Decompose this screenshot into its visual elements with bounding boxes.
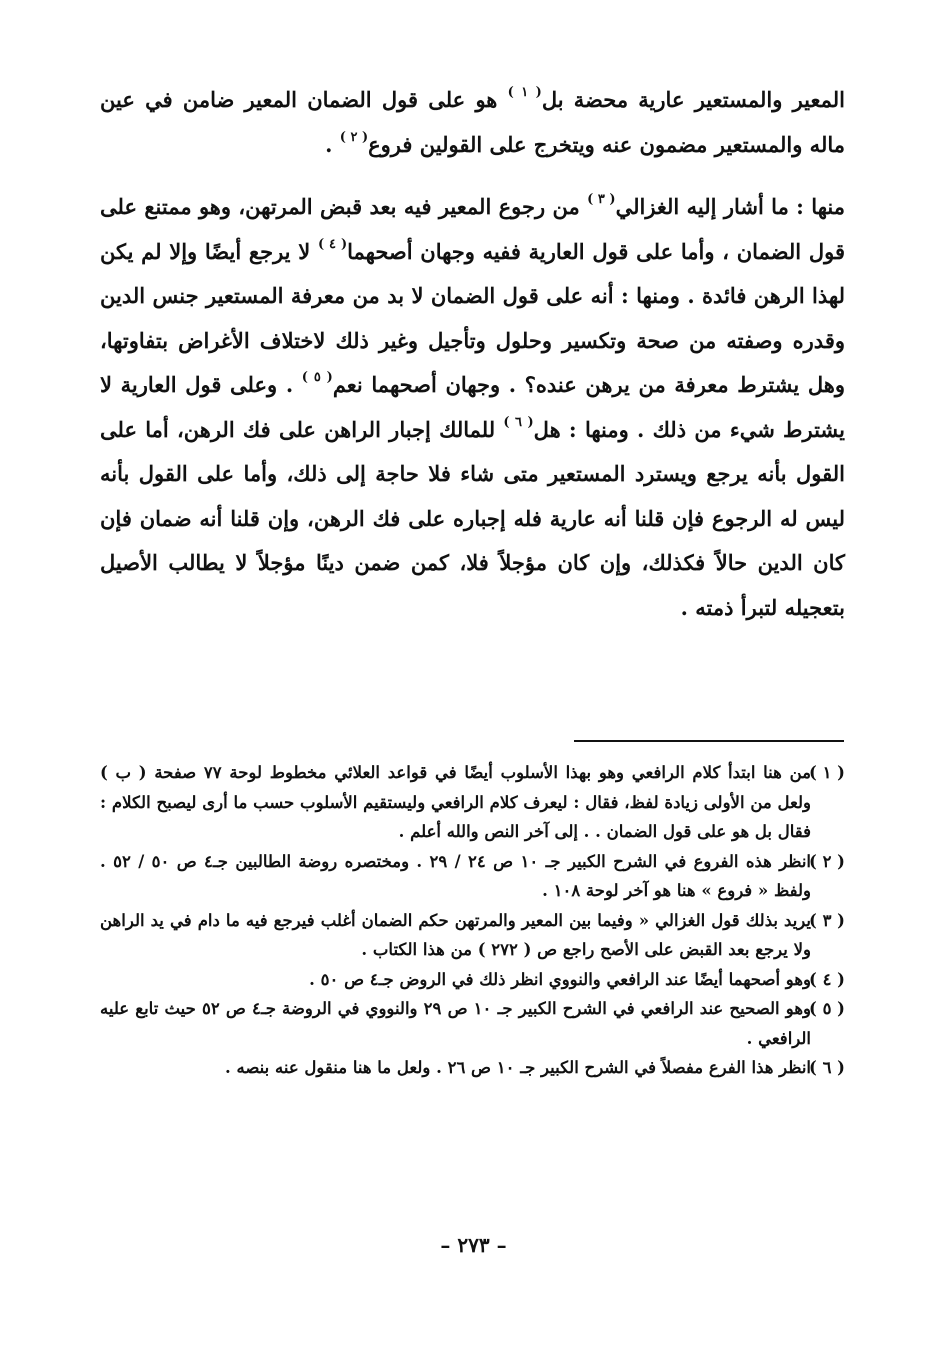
text-run: لا يرجع أيضًا وإلا لم يكن لهذا الرهن فائدة . ومنها : أنه على قول الضمان لا بد من معرفة المستعير جنس الدين وقدره وصفته من صحة وتكسير وحلول وتأجيل وغير ذلك لاختلاف الأغراض بتفاوتها، وهل يشترط معرفة من يرهن عنده؟ . وجهان أصحهما نعم [100, 238, 845, 397]
paragraph-1 [100, 78, 845, 167]
paragraph-2 [100, 185, 845, 630]
text-run: . [325, 131, 340, 157]
footnote-2 [100, 847, 845, 906]
footnote-text: انظر هذه الفروع في الشرح الكبير جـ ١٠ ص ٢٤ / ٢٩ . ومختصره روضة الطالبين جـ٤ ص ٥٠ / ٥٢ . ولفظ « فروع » هنا هو آخر لوحة ١٠٨ . [100, 851, 812, 900]
footnote-number: ( ٤ ) [809, 969, 845, 989]
footnote-number: ( ١ ) [809, 763, 845, 782]
footnote-number: ( ٥ ) [809, 999, 845, 1018]
footnote-text: يريد بذلك قول الغزالي « وفيما بين المعير والمرتهن حكم الضمان أغلب فيرجع فيه ما دام في يد الراهن ولا يرجع بعد القبض على الأصح راجع ص ( ٢٧٢ ) من هذا الكتاب . [100, 910, 811, 959]
text-run: من رجوع المعير فيه بعد قبض المرتهن، وهو ممتنع على قول الضمان ، وأما على قول العارية ففيه وجهان أصحهما [100, 194, 845, 264]
footnote-ref-3[interactable]: ( ٣ ) [587, 192, 616, 207]
footnote-4 [100, 965, 845, 995]
footnote-text: انظر هذا الفرع مفصلاً في الشرح الكبير جـ ١٠ ص ٢٦ . ولعل ما هنا منقول عنه بنصه . [225, 1058, 811, 1077]
text-run: . وعلى قول العارية لا يشترط شيء من ذلك . ومنها : هل [100, 372, 845, 442]
footnote-text: وهو أصحهما أيضًا عند الرافعي والنووي انظر ذلك في الروض جـ٤ ص ٥٠ . [309, 969, 811, 989]
footnote-number: ( ٢ ) [809, 851, 845, 871]
footnote-text: من هنا ابتدأ كلام الرافعي وهو بهذا الأسلوب أيضًا في قواعد العلائي مخطوط لوحة ٧٧ صفحة ( ب ) ولعل من الأولى زيادة لفظ، فقال : ليعرف كلام الرافعي وليستقيم الأسلوب حسب ما أرى ليصبح الكلام : فقال بل هو على قول الضمان . . إلى آخر النص والله أعلم . [100, 763, 811, 841]
footnote-ref-5[interactable]: ( ٥ ) [301, 370, 333, 385]
footnote-number: ( ٣ ) [809, 910, 845, 930]
footnote-ref-6[interactable]: ( ٦ ) [503, 414, 534, 430]
footnote-divider [574, 740, 844, 742]
footnote-6 [100, 1053, 845, 1083]
footnote-text: وهو الصحيح عند الرافعي في الشرح الكبير جـ ١٠ ص ٢٩ والنووي في الروضة جـ٤ ص ٥٢ حيث تابع عليه الرافعي . [100, 999, 811, 1048]
text-run: للمالك إجبار الراهن على فك الرهن، أما على القول بأنه يرجع ويسترد المستعير متى شاء فلا حاجة إلى ذلك، وأما على القول بأنه ليس له الرجوع فإن قلنا أنه عارية فله إجباره على فك الرهن، وإن قلنا أنه ضمان فإن كان الدين حالاً فكذلك، وإن كان مؤجلاً فلا، كمن ضمن دينًا مؤجلاً لا يطالب الأصيل بتعجيله لتبرأ ذمته . [100, 416, 845, 620]
main-text [100, 78, 845, 630]
footnote-5 [100, 994, 845, 1053]
text-run: منها : ما أشار إليه الغزالي [615, 194, 845, 219]
footnote-number: ( ٦ ) [809, 1058, 845, 1077]
footnote-1 [100, 758, 845, 847]
text-run: المعير والمستعير عارية محضة بل [541, 87, 846, 112]
footnote-3 [100, 906, 845, 965]
page-number: – ٢٧٣ – [440, 1233, 507, 1257]
footnote-ref-4[interactable]: ( ٤ ) [317, 236, 348, 252]
text-run: هو على قول الضمان المعير ضامن في عين ماله والمستعير مضمون عنه ويتخرج على القولين فروع [100, 87, 845, 157]
footnote-ref-2[interactable]: ( ٢ ) [339, 129, 369, 145]
footnote-ref-1[interactable]: ( ١ ) [507, 85, 542, 100]
footnotes [100, 758, 845, 1083]
